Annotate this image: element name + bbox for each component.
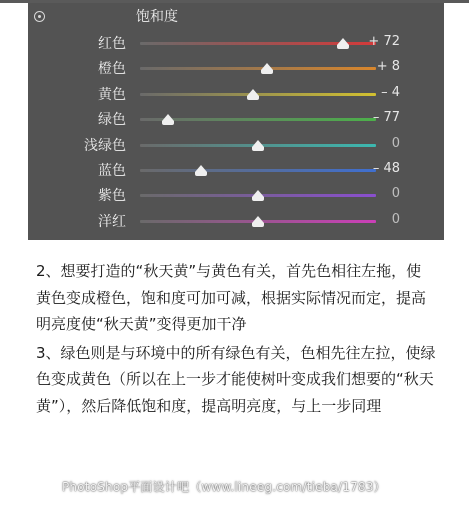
slider-value: – 48: [372, 161, 400, 176]
slider-thumb[interactable]: [261, 63, 273, 70]
slider-value: 0: [391, 186, 400, 202]
slider-value: + 8: [376, 59, 400, 75]
slider-row: [28, 158, 444, 182]
slider-row: [28, 56, 444, 80]
panel-title: 饱和度: [136, 9, 178, 25]
slider-row: [28, 133, 444, 157]
slider-thumb[interactable]: [195, 165, 207, 172]
slider-label: 浅绿色: [84, 137, 126, 154]
slider-value: – 77: [372, 110, 400, 126]
slider-row: [28, 209, 444, 233]
slider-thumb[interactable]: [252, 140, 264, 147]
slider-label: 洋红: [98, 213, 126, 230]
slider-thumb[interactable]: [337, 38, 349, 45]
slider-track[interactable]: [140, 118, 376, 121]
slider-track[interactable]: [140, 169, 376, 172]
slider-value: 0: [391, 211, 400, 227]
target-adjust-icon[interactable]: [34, 11, 45, 22]
watermark: PhotoShop平面设计吧（www.lineeg.com/tieba/1783）: [62, 480, 386, 494]
slider-label: 紫色: [98, 188, 126, 205]
document-text: [36, 258, 436, 421]
slider-thumb[interactable]: [252, 190, 264, 197]
slider-value: 0: [391, 135, 400, 151]
slider-track[interactable]: [140, 67, 376, 70]
slider-row: [28, 82, 444, 106]
paragraph-step-3: 3、绿色则是与环境中的所有绿色有关，色相先往左拉，使绿色变成黄色（所以在上一步才能使树叶变成我们想要的“秋天黄”），然后降低饱和度，提高明亮度，与上一步同理: [36, 343, 436, 415]
slider-row: [28, 107, 444, 131]
slider-label: 黄色: [98, 86, 126, 103]
slider-label: 绿色: [98, 112, 126, 129]
paragraph-step-2: 2、想要打造的“秋天黄”与黄色有关，首先色相往左拖，使黄色变成橙色，饱和度可加可减，根据实际情况而定，提高明亮度使“秋天黄”变得更加干净: [36, 262, 427, 333]
slider-row: [28, 183, 444, 207]
slider-label: 蓝色: [98, 163, 126, 179]
slider-row: [28, 31, 444, 55]
slider-value: – 4: [381, 84, 400, 100]
slider-thumb[interactable]: [247, 89, 259, 96]
slider-thumb[interactable]: [162, 114, 174, 121]
slider-value: + 72: [368, 34, 400, 49]
slider-thumb[interactable]: [252, 216, 264, 223]
saturation-panel: [28, 3, 444, 240]
slider-label: 橙色: [98, 61, 126, 78]
slider-label: 红色: [98, 36, 126, 52]
